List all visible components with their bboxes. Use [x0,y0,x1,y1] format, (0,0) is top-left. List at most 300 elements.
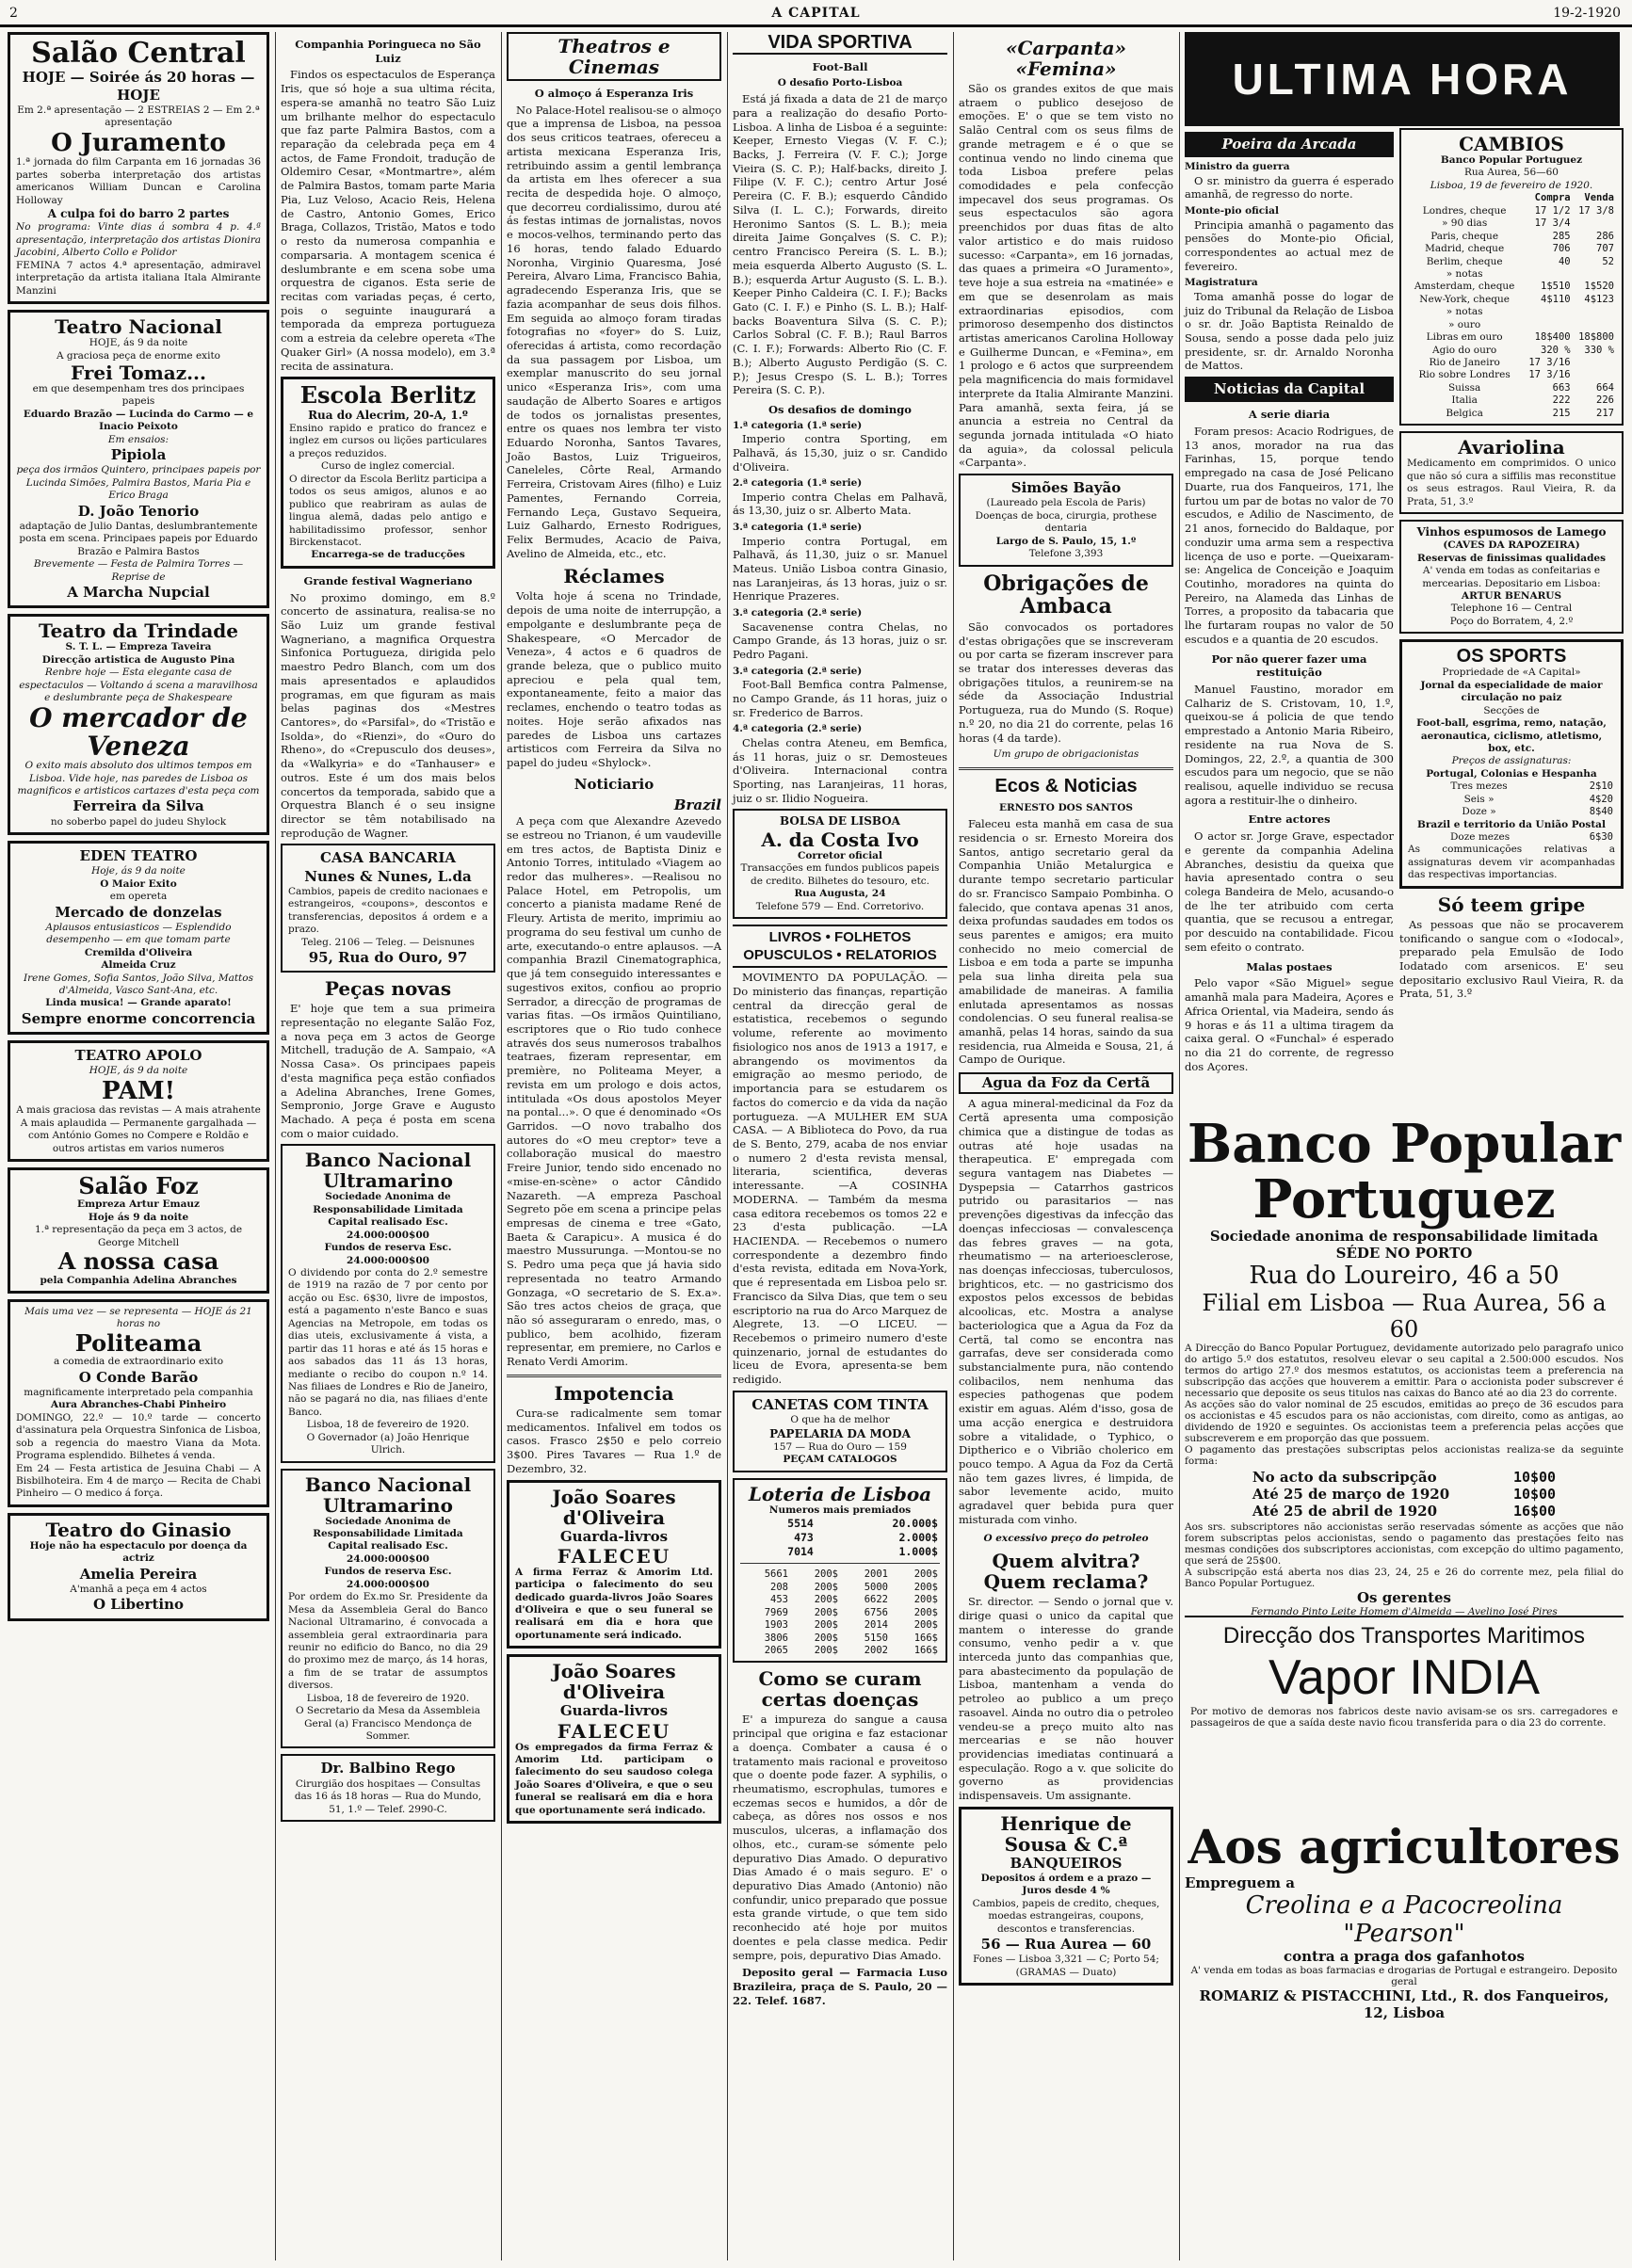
ad-line: Direcção artistica de Augusto Pina [41,653,235,666]
article-body: Volta hoje á scena no Trindade, depois de uma noite de interrupção, a empolgante e deslumbrante peça de Shakespeare, «O Mercador de Veneza», 4 actos e 6 quadros de grande beleza, que o publico muito apreciou e pela qual tem, expontaneamente, feito a maior das reclames, enchendo o teatro todas as noites. Hoje serão afixados nas paredes de Lisboa uns cartazes artisticos com Ferreira da Silva no papel do judeu «Shylock». [507,589,721,770]
ad-line: BANQUEIROS [1010,1854,1123,1872]
lottery-number: 7014 [787,1544,814,1558]
lottery-subtitle: Numeros mais premiados [768,1504,912,1516]
lottery-number: 5000 [864,1581,888,1593]
ad-text: O exito mais absoluto dos ultimos tempos em Lisboa. Vide hoje, nas paredes de Lisboa os magnificos e artisticos cartazes d'esta peça com [17,760,260,797]
ad-text: Transacções em fundos publicos papeis de credito. Bilhetes do tesouro, etc. [740,862,940,887]
lottery-number: 2001 [864,1568,888,1581]
article-title: Entre actores [1248,812,1331,827]
exchange-label: Belgica [1446,407,1483,419]
ad-title: Direcção dos Transportes Maritimos [1222,1623,1586,1649]
exchange-label: Madrid, cheque [1425,243,1505,255]
lottery-prize: 200$ [814,1568,838,1581]
article-title: Por não querer fazer uma restituição [1211,651,1367,680]
lottery-prize: 200$ [913,1594,938,1606]
exchange-label: Paris, cheque [1430,230,1499,242]
match-category: 1.ª categoria (1.ª serie) [733,419,863,431]
ad-teatro-ginasio [8,1513,269,1621]
ad-text: No programa: Vinte dias á sombra 4 p. 4.ª apresentação, interpretação dos artistas Dionira Jacobini, Alberto Collo e Polidor [16,221,261,259]
ad-line: Sociedade anonima de responsabilidade limitada [1209,1227,1599,1245]
exchange-row [1407,281,1616,293]
section-header [507,32,721,81]
ad-transportes-maritimos [1185,1616,1624,1815]
ad-line: em opereta [109,891,168,903]
ad-title: Henrique de Sousa & C.ª [1000,1811,1132,1856]
lottery-number: 473 [794,1530,814,1544]
exchange-sell [1573,369,1616,381]
section-title: Poeira da Arcada [1221,136,1357,153]
lottery-prize: 200$ [814,1594,838,1606]
divider [507,1375,721,1377]
ad-text: As communicações relativas a assignaturas devem vir acompanhadas das respectivas importancias. [1408,844,1615,881]
exchange-row [1407,268,1616,281]
ad-address: Rua do Alecrim, 20-A, 1.º [308,408,468,422]
article-title: Noticiario [574,775,654,793]
exchange-sell: 52 [1602,255,1614,267]
article-title: Agua da Foz da Certã [959,1072,1173,1094]
ad-line: O Maior Exito [100,877,177,890]
exchange-buy: 222 [1552,394,1571,407]
exchange-label: Italia [1451,394,1478,407]
exchange-label: New-York, cheque [1419,293,1510,305]
price-value: 6$30 [1589,831,1613,844]
ad-title: Banco Nacional Ultramarino [304,1472,472,1517]
ad-line: Em ensaios: [107,433,170,445]
ad-eden-teatro [8,841,269,1035]
lottery-prize: 200$ [814,1581,838,1593]
subscription-table-brazil [1408,831,1615,844]
poeira-item-title: Ministro da guerra [1185,161,1290,173]
exchange-row [1407,345,1616,357]
ad-line: Banco Popular Portuguez [1440,154,1583,166]
exchange-label: Rio sobre Londres [1418,369,1511,381]
ad-line: Nunes & Nunes, L.da [304,867,472,885]
ad-line: S. T. L. — Empreza Taveira [65,641,212,653]
column-rule [501,32,502,2260]
exchange-sell: 4$123 [1584,293,1614,305]
ad-phone: Fones — Lisboa 3,321 — C; Porto 54; (GRAMAS — Duato) [973,1954,1159,1978]
ad-title: Politeama [74,1328,202,1357]
ad-signature: O Secretario da Mesa da Assembleia Geral (a) Francisco Mendonça de Sommer. [295,1705,480,1743]
article-title: Réclames [563,565,665,588]
exchange-buy: 320 % [1541,344,1571,356]
article-body: Pelo vapor «São Miguel» segue amanhã mala para Madeira, Açores e Africa Oriental, via Madeira, sendo ás 9 horas e ás 11 a ultima tiragem da caixa geral. O «Funchal» é esperado no dia 21 do corrente, de regresso dos Açores. [1185,976,1394,1073]
column-rule [275,32,276,2260]
article-title: Malas postaes [1246,959,1333,973]
lottery-number: 5661 [764,1568,788,1581]
ad-address: Poço do Borratem, 4, 2.º [1449,615,1574,627]
match-category: 4.ª categoria (2.ª serie) [733,723,863,735]
ad-title: Impotencia [554,1381,674,1405]
article-body: Sr. director. — Sendo o jornal que v. dirige quasi o unico da capital que mantem o interesse do grande consumo, venho pedir a v. que interceda junto das companhias que, para abastecimento da população de Lisboa, mantenham a venda do petroleo ao publico a um preço rasoavel. Ainda no outro dia o petroleo vendeu-se a preço muito alto nas mercearias e se não houver providencias imediatas continuará a especulação. Rogo a v. que solicite do governo as providencias indispensaveis. Um assignante. [959,1595,1173,1803]
exchange-buy: 17 3/16 [1528,369,1571,381]
ad-text: A' venda em todas as confeitarias e mercearias. Depositario em Lisboa: [1422,565,1601,589]
exchange-row [1407,217,1616,230]
ad-phone: Telefone 579 — End. Corretorivo. [755,900,925,912]
exchange-buy: 18$400 [1534,331,1571,344]
ad-play-title: O Libertino [92,1596,184,1614]
ad-text: Por ordem do Ex.mo Sr. Presidente da Mesa da Assembleia Geral do Banco Nacional Ultramarino, é convocada a assembleia geral extraordinaria para reunir no edificio do Banco, no dia 29 do proximo mez de março, ás 14 horas, a fim de se tratar de assumptos diversos. [288,1591,488,1692]
ad-text: Irene Gomes, Sofia Santos, João Silva, Mattos d'Almeida, Vasco Sant-Ana, etc. [24,972,253,996]
column-rule [1179,32,1180,2260]
ad-date: Lisboa, 18 de fevereiro de 1920. [306,1419,470,1431]
ad-line: Linda musica! — Grande aparato! [45,997,232,1009]
ad-text: As acções são do valor nominal de 25 escudos, emitidas ao preço de 36 escudos para os accionistas e 45 escudos para os não accionistas, com direito, como as antigas, ao dividendo de 1920 e seguintes. Os accionistas teem a preferencia pelas acções que subscreverem e em proporção das que possuem. [1185,1398,1624,1444]
exchange-row [1407,408,1616,420]
ad-politeama [8,1299,269,1507]
ad-text: Os empregados da firma Ferraz & Amorim Ltd. participam o falecimento do seu saudoso colega João Soares d'Oliveira, e que o seu funeral se realisará em dia e hora que oportunamente será indicado. [515,1741,713,1816]
lottery-prize: 1.000$ [898,1544,938,1558]
article-title: Peças novas [324,977,452,1001]
match-text: Imperio contra Sporting, em Palhavã, ás 15,30, juiz o sr. Candido d'Oliveira. [733,432,947,474]
article-body: As pessoas que não se procaverem tonificando o sangue com o «Iodocal», preparado pela Emulsão de Iodo Iodatado com arsenicos. E' seu depositario exclusivo Raul Vieira, R. da Prata, 51, 3.º [1399,917,1624,1001]
ad-play-title: A Marcha Nupcial [67,584,210,602]
ad-text: O director da Escola Berlitz participa a todos os seus amigos, alunos e ao publico que reabriram as aulas de lingua alemã, dadas pelo antigo e habilitadissimo professor, senhor Birckenstacot. [289,473,487,548]
lottery-top-row [740,1531,940,1545]
ad-text: A Direcção do Banco Popular Portuguez, devidamente autorizado pelo paragrafo unico do artigo 5.º dos estatutos, resolveu elevar o seu capital a 2.500:000 escudos. Nos termos do artigo 27.º dos mesmos estatutos, os accionistas teem a preferencia na subscripção das acções que houverem a emittir. Para o accionista poder subscrever é necessario que deposite os seus titulos nas caixas do Banco até ao dia 23 do corrente. [1185,1342,1624,1399]
ad-text: A mais aplaudida — Permanente gargalhada — com António Gomes no Compere e Roldão e outros artistas em varios numeros [20,1117,257,1154]
ad-line: A. da Costa Ivo [761,828,919,851]
exchange-sell: 17 3/8 [1578,204,1614,217]
article-body: Foram presos: Acacio Rodrigues, de 13 anos, morador na rua das Farinhas, 15, porque tendo empregado na casa de José Pelicano Duarte, rua dos Fanqueiros, 171, lhe furtou um par de botas no valor de 70 escudos, e Adilio de Nascimento, de 21 anos, fornecido do Baldaque, por conduzir uma arma sem a respectiva licença de uso e porte. —Queixaram-se: Angelica de Conceição e Joaquim Coutinho, moradores na quinta do Pereiro, na Alameda das Linhas de Torres, a proposito da tabacaria que lhe furtaram roupas no valor de 50 escudos e a quantia de 20 escudos. [1185,425,1394,646]
ad-phone: Telefone 3,393 [1028,548,1104,560]
ad-play-title: O Conde Barão [78,1368,199,1386]
ad-line: Em 2.ª apresentação — 2 ESTREIAS 2 — Em 2.ª apresentação [17,104,260,129]
lottery-prize: 200$ [814,1606,838,1618]
ad-line: Preços de assignaturas: [1451,755,1572,767]
lottery-prize: 166$ [913,1632,938,1644]
exchange-buy: 706 [1552,243,1571,255]
lottery-results [733,1478,947,1664]
ad-play-title: Mercado de donzelas [55,903,222,921]
notice-ultramarino-assembly [281,1469,495,1749]
ad-text: Medicamento em comprimidos. O unico que não só cura a siffilis mas reconstitue os seus estragos. Raul Vieira, R. da Prata, 51, 3.º [1407,458,1616,507]
ad-line: Portugal, Colonias e Hespanha [1426,767,1597,780]
poeira-item-text: Toma amanhã posse do logar de juiz do Tribunal da Relação de Lisboa o sr. dr. João Baptista Reinaldo de Sousa, sendo a posse dada pelo juiz presidente, sr. dr. Arnaldo Noronha de Mattos. [1185,289,1394,373]
exchange-buy [1522,268,1572,281]
exchange-buy: 285 [1552,230,1571,242]
payment-label: Até 25 de março de 1920 [1252,1485,1450,1503]
article-title: A serie diaria [1248,408,1331,422]
issue-date: 19-2-1920 [1553,6,1621,21]
ad-line: Empreguem a [1185,1874,1295,1891]
lottery-number: 2014 [864,1619,888,1632]
newspaper-title: A CAPITAL [771,6,861,21]
poeira-item-text: Principia amanhã o pagamento das pensões do Monte-pio Oficial, correspondentes ao actual mez de fevereiro. [1185,217,1394,273]
ad-line: Guarda-livros [559,1527,669,1545]
article-subtitle: ERNESTO DOS SANTOS [999,801,1133,813]
ad-canetas [733,1391,947,1472]
ad-line: Fundos de reserva Esc. 24.000:000$00 [324,1242,452,1266]
ad-text: Mais uma vez — se representa — HOJE ás 21 horas no [24,1305,252,1330]
column-5 [959,32,1173,2262]
column-3 [507,32,721,2262]
match-category: 3.ª categoria (1.ª serie) [733,522,863,534]
ad-text: Cura-se radicalmente sem tomar medicamentos. Infalivel em todos os casos. Frasco 2$50 e pelo correio 3$00. Pires Tavares — Rua 1.º de Dezembro, 32. [507,1406,721,1475]
exchange-row [1407,294,1616,306]
exchange-row [1407,319,1616,331]
lottery-row [740,1607,940,1619]
cambios-title: CAMBIOS [1459,133,1564,155]
ad-avariolina [1399,431,1624,514]
ad-text: Encarrega-se de traducções [311,549,465,561]
ad-title: João Soares d'Oliveira [552,1485,676,1529]
ad-text: O pagamento das prestações subscriptas pelos accionistas realiza-se da seguinte forma: [1185,1443,1624,1467]
ad-title: Simões Bayão [1010,479,1122,497]
exchange-buy: 17 3/16 [1528,357,1571,368]
price-value: 2$10 [1589,780,1613,793]
ad-text: Aplausos entusiasticos — Esplendido desempenho — em que tomam parte [45,921,232,946]
ad-text: Foot-ball, esgrima, remo, natação, aeronautica, ciclismo, atletismo, box, etc. [1416,717,1607,754]
exchange-buy: 17 1/2 [1534,204,1571,217]
ad-address: Rua do Loureiro, 46 a 50 [1249,1261,1559,1290]
match-text: Imperio contra Chelas em Palhavã, ás 13,30, juiz o sr. Alberto Mata. [733,490,947,518]
price-row [1408,806,1615,818]
payment-label: Até 25 de abril de 1920 [1252,1502,1438,1520]
exchange-buy: 1$510 [1541,281,1571,293]
price-label: Tres mezes [1450,780,1508,793]
notice-ultramarino-dividend [281,1144,495,1462]
price-label: Doze mezes [1450,831,1511,844]
ad-line: Hoje, ás 9 da noite [91,865,186,877]
ad-title: BOLSA DE LISBOA [780,814,900,828]
lottery-number: 208 [770,1581,788,1593]
ad-line: Fundos de reserva Esc. 24.000:000$00 [324,1566,452,1590]
lottery-row [740,1619,940,1632]
payment-label: No acto da subscripção [1252,1468,1437,1486]
ad-title: OS SPORTS [1456,646,1567,668]
lottery-number: 5514 [787,1517,814,1531]
column-2 [281,32,495,2262]
section-title: Ecos & Noticias [994,775,1138,796]
article-subtitle: O desafio Porto-Lisboa [777,76,903,88]
ad-phone: Teleg. 2106 — Teleg. — Deisnunes [301,936,475,948]
ad-address: Filial em Lisboa — Rua Aurea, 56 a 60 [1202,1289,1607,1343]
ad-line: PAPELARIA DA MODA [769,1426,911,1440]
ad-title: Teatro Nacional [55,315,222,339]
lottery-row [740,1582,940,1594]
ad-text: Eduardo Brazão — Lucinda do Carmo — e Inacio Peixoto [23,408,254,433]
ad-phone: Telephone 16 — Central [1450,603,1573,615]
ad-line: Corretor oficial [798,849,882,861]
ad-title: Salão Central [31,37,246,70]
exchange-header: Venda [1584,192,1614,204]
ad-salao-central [8,32,269,304]
price-row [1408,780,1615,793]
ad-title: CANETAS COM TINTA [751,1395,929,1413]
exchange-sell: 1$520 [1584,281,1614,293]
column-7 [1399,128,1624,1110]
ad-line: Jornal da especialidade de maior circulação no paiz [1420,679,1603,704]
ad-text: A subscripção está aberta nos dias 23, 24, 25 e 26 do corrente mez, pela filial do Banco Popular Portuguez. [1185,1566,1624,1589]
price-value: 8$40 [1589,806,1613,818]
lottery-number: 453 [770,1594,788,1606]
ad-line: Guarda-livros [559,1702,669,1720]
ad-play-title: D. João Tenorio [77,502,200,520]
ad-text: A' venda em todas as boas farmacias e drogarias de Portugal e estrangeiro. Deposito geral [1190,1965,1618,1987]
ad-play-title: O mercador de Veneza [29,702,248,762]
lottery-top-row [740,1545,940,1559]
ad-text: A graciosa peça de enorme exito [56,349,220,362]
article-body: Faleceu esta manhã em casa de sua residencia o sr. Ernesto Moreira dos Santos, antigo secretario geral da Companhia União Metalurgica e durante tempo secretario particular do sr. Francisco Sampaio Pombinha. O falecido, que contava apenas 31 anos, deixa profundas saudades em todos os seus parentes e amigos; era muito conhecido no meio comercial de Lisboa e em toda a parte se impunha pela sua linha direita pela sua amabilidade de maneiras. A familia enlutada apresentamos as nossas condolencias. O seu funeral realisa-se amanhã, pelas 14 horas, saindo da sua residencia, rua Almeida e Sousa, 21, á Campo de Ourique. [959,817,1173,1067]
exchange-sell: 664 [1596,381,1614,394]
ad-text: Cambios, papeis de credito, cheques, moedas estrangeiras, coupons, descontos e transferencias. [972,1897,1160,1935]
article-body: No proximo domingo, em 8.º concerto de assinatura, realisa-se no São Luiz um grande festival Wagneriano, a magnifica Orquestra Sinfonica Portugueza, dirigida pelo maestro Pedro Blanch, com um dos mais apresentados e aplaudidos programas, em que figuram as mais belas paginas dos «Mestres Cantores», do «Parsifal», do «Tristão e Isolda», do «Rienzi», do «Ouro do Rheno», do «Crepusculo dos deuses», da «Walkyria» e do «Tanhauser» e outros. Este é um dos mais belos concertos da temporada, sabido que a Orquestra Blanch é o seu insigne director se têm notabilisado na reprodução de Wagner. [281,590,495,840]
match-text: Chelas contra Ateneu, em Bemfica, ás 11 horas, juiz o sr. Demosteues d'Oliveira. Internacional contra Sporting, nas Laranjeiras, 11 horas, juiz o sr. Ilidio Nogueira. [733,735,947,805]
ad-title: Salão Foz [78,1172,199,1200]
ad-text: A mais graciosa das revistas — A mais atrahente [16,1104,261,1117]
price-label: Doze » [1462,806,1496,818]
exchange-buy [1522,306,1572,318]
exchange-row [1407,331,1616,344]
payment-amount: 16$00 [1512,1502,1557,1520]
exchange-sell: 330 % [1584,344,1614,356]
ad-address: Largo de S. Paulo, 15, 1.º [995,535,1137,547]
exchange-header: Compra [1534,192,1571,204]
ultima-hora-banner: ULTIMA HORA [1185,32,1620,126]
lottery-prize: 200$ [913,1568,938,1581]
subscription-table [1408,780,1615,818]
ad-text: O dividendo por conta do 2.º semestre de 1919 na razão de 7 por cento por acção ou Esc. 6$30, livre de impostos, está a pagamento n'este Banco e suas Agencias na Metropole, em todas os dias uteis, exclusivamente á vista, a partir das 11 horas e até ás 15 horas e aos sabados das 11 ás 13 horas, mediante o recibo do coupon n.º 14. Nas filiaes de Londres e Rio de Janeiro, não se pagará no dia, nas filiaes d'ente Banco. [288,1267,488,1418]
ad-text: Curso de inglez comercial. [320,460,455,473]
divider [740,1563,940,1564]
ad-title: Banco Popular [1187,1113,1622,1175]
ad-title: João Soares d'Oliveira [552,1660,676,1704]
exchange-row [1407,243,1616,255]
ad-text: a comedia de extraordinario exito [53,1356,224,1368]
exchange-label: » ouro [1448,318,1481,330]
exchange-row [1407,256,1616,268]
article-body: Manuel Faustino, morador em Calhariz de S. Cristovam, 10, 1.º, queixou-se á policia de que tendo emprestado a Antonio Maria Ribeiro, residente na rua Nova de S. Domingos, 22, 2.º, a quantia de 300 escudos para um negocio, que se não realisou, aquelle individuo se recusa agora a restituir-lhe o dinheiro. [1185,682,1394,807]
exchange-row [1407,231,1616,243]
ad-line: (Laureado pela Escola de Paris) [986,497,1146,509]
ad-text: Em 24 — Festa artistica de Jesuina Chabi — A Bisbilhoteira. Em 4 de março — Recita de Chabi Pinheiro — O medico á força. [16,1462,261,1500]
ad-title: Aos agricultores [1188,1819,1621,1874]
ad-actor: Cremilda d'Oliveira [84,946,193,958]
ad-title: Vinhos espumosos de Lamego [1416,524,1607,539]
ad-text: pela Companhia Adelina Abranches [40,1274,237,1286]
ad-signature: Fernando Pinto Leite Homem d'Almeida — Avelino José Pires [1251,1605,1558,1617]
exchange-row [1407,357,1616,369]
exchange-header-blank [1407,192,1522,204]
exchange-label: Libras em ouro [1426,331,1503,344]
column-rule [953,32,954,2260]
ad-line: HOJE, ás 9 da noite [89,1065,188,1077]
match-category: 3.ª categoria (2.ª serie) [733,665,863,677]
ad-title: Dr. Balbino Rego [320,1760,456,1777]
ad-teatro-apolo [8,1040,269,1162]
ad-teatro-nacional [8,310,269,608]
ad-text: A firma Ferraz & Amorim Ltd. participa o falecimento do seu dedicado guarda-livros João Soares d'Oliveira e que o seu funeral se realisará em dia e hora que oportunamente será indicado. [515,1566,713,1641]
article-title: Companhia Poringueca no São Luiz [295,38,481,65]
ad-text: Por motivo de demoras nos fabricos deste navio avisam-se os srs. carregadores e passageiros de que a saída deste navio ficou transferida para o dia 23 do corrente. [1190,1706,1618,1729]
lottery-prize: 200$ [814,1644,838,1656]
ad-line: SÉDE NO PORTO [1335,1244,1473,1262]
ad-line: HOJE, ás 9 da noite [89,337,188,349]
ad-title: Teatro da Trindade [38,619,238,643]
match-category: 3.ª categoria (2.ª serie) [733,607,863,619]
ad-address: Rua Augusta, 24 [794,888,886,900]
ad-text: Renbre hoje — Esta elegante casa de espectaculos — Voltando á scena a maravilhosa e deslumbrante peça de Shakespeare [19,667,258,703]
article-title: Os desafios de domingo [768,402,912,416]
ad-play-title: Frei Tomaz... [71,361,206,384]
exchange-sell [1573,268,1616,281]
match-text: Sacavenense contra Chelas, no Campo Grande, ás 13 horas, juiz o sr. Pedro Pagani. [733,619,947,662]
article-body: São os grandes exitos de que mais atraem o publico desejoso de emoções. E' o que se tem visto no Salão Central com os seus films de grande metragem e é o que se continua vendo no lindo cinema que toda Lisboa prefere pelas comodidades e pela confecção impecavel dos seus programas. Os seus espectaculos são agora preenchidos por duas fitas de alto valor artistico e do mais ruidoso sucesso: «Carpanta», em 16 jornadas, das quaes a primeira «O Juramento», teve hoje a sua estreia na «matinée» e em que se desenrolam as mais extraordinarias episodios, com primoroso desempenho dos distinctos artistas americanos Carolina Holloway e Guilherme Duncan, e «Femina», em 1 prologo e 6 actos que surpreendem pela magnificencia do mais formidavel interprete da Italia Almirante Manzini. Para amanhã, sexta feira, já se anuncia a estreia no Central da segunda jornada intitulada «O hiato da aguia», da colossal pelicula «Carpanta». [959,82,1173,470]
ad-casa-bancaria [281,844,495,973]
masthead [0,6,1632,27]
match-text: Imperio contra Portugal, em Palhavã, ás 11,30, juiz o sr. Manuel Mateus. União Lisboa contra Ginasio, nas Laranjeiras, ás 13 horas, juiz o sr. Henrique Prazeres. [733,534,947,603]
exchange-label: Rio de Janeiro [1429,357,1500,368]
exchange-label: Berlim, cheque [1426,255,1503,267]
lottery-number: 5150 [864,1632,888,1644]
ad-play-title: A nossa casa [57,1247,219,1276]
ad-henrique-sousa [959,1807,1173,1986]
exchange-sell [1573,357,1616,369]
poeira-item-title: Magistratura [1185,277,1258,289]
ad-line: Capital realisado Esc. 24.000:000$00 [328,1540,448,1565]
ad-title: Escola Berlitz [299,381,477,410]
ad-banco-popular [1185,1113,1624,1617]
ad-text: adaptação de Julio Dantas, deslumbrantemente posta em scena. Principaes papeis por Eduardo Brazão e Palmira Bastos [19,520,258,557]
ad-line: FALECEU [557,1719,671,1743]
exchange-label: » 90 dias [1442,217,1488,230]
exchange-table [1407,192,1616,420]
column-4 [733,32,947,2262]
exchange-row [1407,205,1616,217]
lottery-row [740,1633,940,1645]
divider [959,767,1173,770]
lottery-number: 1903 [764,1619,788,1632]
ad-text: 1.ª jornada do film Carpanta em 16 jornadas 36 partes soberba interpretação dos artistas americanos William Duncan e Carolina Holloway [16,156,261,206]
ad-line: Capital realisado Esc. 24.000:000$00 [328,1216,448,1241]
ad-teatro-trindade [8,614,269,835]
ad-bolsa-lisboa [733,809,947,919]
lottery-row [740,1568,940,1581]
ad-text: Cirurgião dos hospitaes — Consultas das 16 ás 18 horas — Rua do Mundo, 51, 1.º — Telef. 2990-C. [294,1777,482,1815]
ad-line: Os gerentes [1356,1588,1452,1606]
article-body: A agua mineral-medicinal da Foz da Certã apresenta uma composição chimica que a distingue de todas as outras até hoje usadas na therapeutica. E' empregada com segura vantagem nas Diabetes — Dyspepsia — Catarrhos gastricos putrido ou parasitarios — nas prevenções digestivas da infecção das doenças infecciosas — convalescença das febres graves — na gota, rheumatismo — na arterioesclerose, nas doenças infecciosas, tuberculosos, brighticos, etc. — no gastricismo dos expostos pelos excessos de bebidas alcoolicas, etc. Mostra a analyse bacteriologica que a Agua da Foz da Certã, tal como se encontra nas garrafas, deve ser considerada como substancialmente pura, não contendo colibacilos, nem nenhuma das especies pathogenas que podem existir em aguas. Além d'isso, gosa de uma acção energica e destruidora sobre a vitalidade, o Typhico, o Diptherico e o Vibrião cholerico em pouco tempo. A Agua da Foz da Certã não tem gazes livres, é limpida, de sabor levemente acido, muito agradavel quer bebida pura quer misturada com vinho. [959,1097,1173,1526]
payment-amount: 10$00 [1512,1468,1557,1486]
exchange-label: » notas [1446,306,1483,318]
ad-simoes-bayao [959,474,1173,566]
ad-line: Hoje ás 9 da noite [88,1211,189,1223]
lottery-number: 7969 [764,1606,788,1618]
exchange-label: Agio do ouro [1432,344,1497,356]
article-body: MOVIMENTO DA POPULAÇÃO. — Do ministerio das finanças, repartição central da direcção geral de estatistica, recebemos o segundo volume, referente ao movimento fisiologico nos anos de 1913 a 1917, e abrangendo os movimentos da emigração ao mesmo periodo, de importancia para se estudarem os factos do comercio e da vida da nação portugueza. —A MULHER EM SUA CASA. — A Biblioteca do Povo, da rua de S. Bento, 279, acaba de nos enviar o numero 2 d'esta revista mensal, literaria, scientifica, deveras interessante. —A COSINHA MODERNA. — Também da mesma casa editora recebemos os tomos 22 e 23 d'esta publicação. —LA HACIENDA. — Recebemos o numero correspondente a dezembro findo d'esta revista, editada em Nova-York, que é representada em Lisboa pelo sr. Francisco da Silva Dias, que tem o seu escriptorio na rua do Arco Marquez de Alegrete, 13. —O LICEU. — Recebemos o primeiro numero d'este quinzenario, jornal de estudantes do liceu de Evora, apresenta-se bem redigido. [733,971,947,1387]
exchange-sell: 707 [1596,243,1614,255]
ad-signature: O Governador (a) João Henrique Ulrich. [306,1431,470,1456]
article-title: O almoço á Esperanza Iris [534,87,694,100]
ad-line: ARTUR BENARUS [1461,590,1562,603]
exchange-buy: 4$110 [1541,293,1571,305]
exchange-buy: 663 [1552,381,1571,394]
article-subtitle: O excessivo preço do petroleo [983,1532,1149,1544]
ad-title: EDEN TEATRO [79,847,198,865]
ad-line: (CAVES DA RAPOZEIRA) [1443,539,1580,552]
ad-play-title: PAM! [101,1076,176,1105]
lottery-prize: 20.000$ [892,1517,938,1531]
lottery-prize: 200$ [814,1619,838,1632]
obituary-soares-2 [507,1654,721,1824]
ad-line: A culpa foi do barro 2 partes [47,207,230,221]
article-body: Deposito geral — Farmacia Luso Brazileira, praça de S. Paulo, 20 — 22. Telef. 1687. [733,1966,947,2007]
lottery-prize: 200$ [913,1606,938,1618]
exchange-label: » notas [1446,267,1483,280]
ad-line: O que ha de melhor [790,1414,890,1426]
ad-title: Banco Nacional Ultramarino [304,1149,472,1193]
cambios-table-box [1399,128,1624,426]
